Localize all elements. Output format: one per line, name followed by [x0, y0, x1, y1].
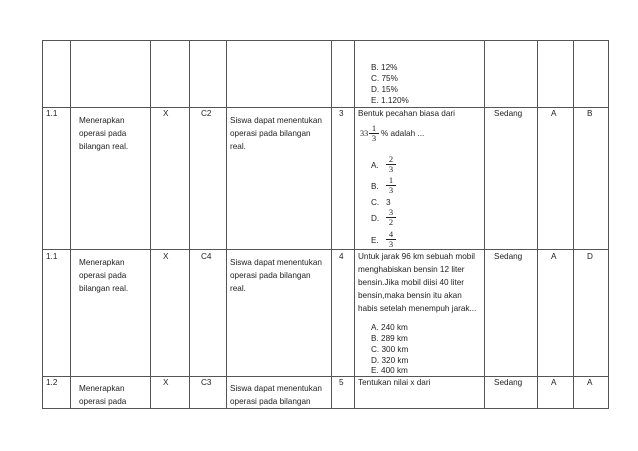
option-b: B. 289 km [371, 334, 408, 343]
indikator-line: Siswa dapat menentukan [230, 258, 322, 267]
cognitive-level: C4 [201, 252, 212, 261]
option-e-label: E. [371, 236, 379, 245]
col-divider [537, 40, 538, 409]
table-border-right [608, 40, 609, 409]
option-c: C. 75% [371, 74, 398, 83]
question-number: 5 [339, 378, 344, 387]
materi-line: operasi pada [79, 129, 127, 138]
table-border-bottom [42, 408, 608, 409]
question-line: bensin,maka bensin itu akan [358, 291, 462, 300]
row-divider [42, 107, 608, 108]
indikator-line: real. [230, 142, 246, 151]
indikator-line: Siswa dapat menentukan [230, 116, 322, 125]
option-a-fraction [386, 155, 396, 174]
difficulty: Sedang [494, 109, 523, 118]
option-e-fraction [386, 230, 396, 249]
question-line: Untuk jarak 96 km sebuah mobil [358, 252, 475, 261]
option-b: B. 12% [371, 63, 398, 72]
option-c-value: 3 [386, 198, 391, 207]
question-text: Tentukan nilai x dari [358, 378, 431, 387]
answer-key: D [587, 252, 593, 261]
fraction-numerator: 4 [386, 230, 396, 240]
option-b-fraction [386, 176, 396, 195]
option-a: A. 240 km [371, 323, 408, 332]
indikator-line: operasi pada bilangan [230, 397, 311, 406]
col-divider [42, 40, 43, 409]
col-divider [70, 40, 71, 409]
kelas: X [163, 109, 169, 118]
column-a-value: A [551, 109, 557, 118]
materi-line: bilangan real. [79, 284, 129, 293]
col-divider [573, 40, 574, 409]
materi-line: Menerapkan [79, 116, 125, 125]
question-line: habis setelah menempuh jarak... [358, 304, 477, 313]
mixed-number-fraction [369, 124, 379, 143]
col-divider [189, 40, 190, 409]
question-line: bensin.Jika mobil diisi 40 liter [358, 278, 465, 287]
option-e: E. 400 km [371, 366, 408, 375]
difficulty: Sedang [494, 252, 523, 261]
option-d: D. 15% [371, 85, 398, 94]
col-divider [150, 40, 151, 409]
answer-key: B [587, 109, 593, 118]
indikator-line: operasi pada bilangan [230, 129, 311, 138]
kelas: X [163, 252, 169, 261]
mixed-number-tail: % adalah ... [381, 129, 425, 138]
kd-number: 1.1 [46, 252, 58, 261]
materi-line: operasi pada [79, 271, 127, 280]
column-a-value: A [551, 252, 557, 261]
question-number: 4 [339, 252, 344, 261]
cognitive-level: C2 [201, 109, 212, 118]
fraction-numerator: 1 [386, 176, 396, 186]
materi-line: bilangan real. [79, 142, 129, 151]
option-d-label: D. [371, 214, 380, 223]
row-divider [42, 376, 608, 377]
kelas: X [163, 378, 169, 387]
col-divider [331, 40, 332, 409]
fraction-denominator: 3 [388, 185, 394, 195]
fraction-denominator: 2 [388, 217, 394, 227]
fraction-denominator: 3 [371, 133, 377, 143]
table-border-top [42, 40, 608, 41]
question-line: menghabiskan bensin 12 liter [358, 265, 465, 274]
indikator-line: real. [230, 284, 246, 293]
option-c: C. 300 km [371, 345, 409, 354]
question-number: 3 [339, 109, 344, 118]
fraction-numerator: 2 [386, 155, 396, 165]
materi-line: operasi pada [79, 397, 127, 406]
option-c-label: C. [371, 198, 380, 207]
option-e: E. 1.120% [371, 96, 409, 105]
materi-line: Menerapkan [79, 258, 125, 267]
col-divider [484, 40, 485, 409]
answer-key: A [587, 378, 593, 387]
fraction-numerator: 1 [369, 124, 379, 134]
kd-number: 1.2 [46, 378, 58, 387]
indikator-line: operasi pada bilangan [230, 271, 311, 280]
option-b-label: B. [371, 182, 379, 191]
difficulty: Sedang [494, 378, 523, 387]
col-divider [226, 40, 227, 409]
option-a-label: A. [371, 161, 379, 170]
column-a-value: A [551, 378, 557, 387]
option-d-fraction [386, 208, 396, 227]
cognitive-level: C3 [201, 378, 212, 387]
row-divider [42, 249, 608, 250]
option-d: D. 320 km [371, 356, 409, 365]
kd-number: 1.1 [46, 109, 58, 118]
fraction-numerator: 3 [386, 208, 396, 218]
fraction-denominator: 3 [388, 164, 394, 174]
indikator-line: Siswa dapat menentukan [230, 384, 322, 393]
col-divider [354, 40, 355, 409]
materi-line: Menerapkan [79, 384, 125, 393]
fraction-denominator: 3 [388, 239, 394, 249]
question-text: Bentuk pecahan biasa dari [358, 109, 455, 118]
mixed-number-whole: 33 [360, 129, 369, 138]
